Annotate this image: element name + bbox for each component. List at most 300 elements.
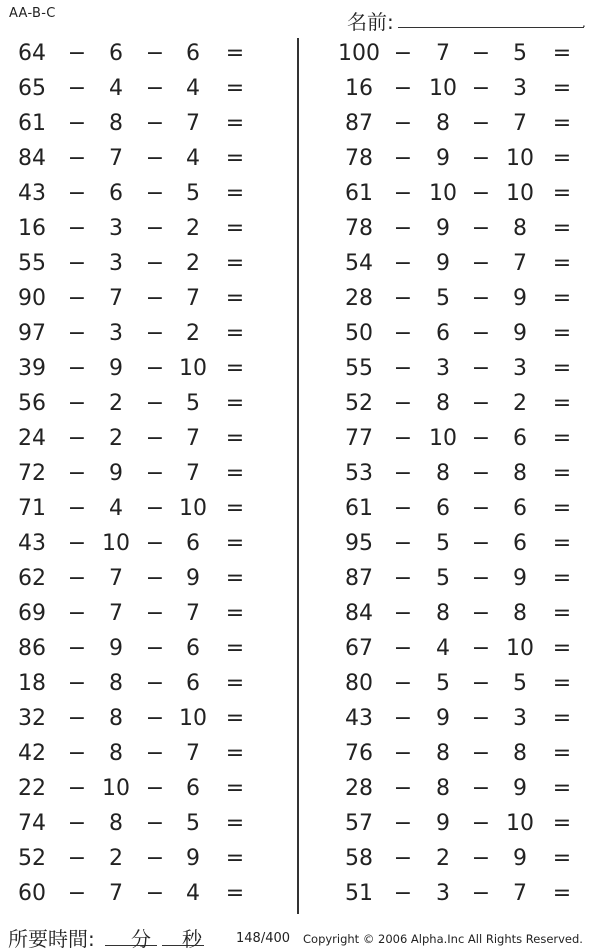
minus-sign: − xyxy=(393,321,413,346)
operand-c: 9 xyxy=(513,286,527,311)
minus-sign: − xyxy=(393,531,413,556)
equals-sign: = xyxy=(552,741,572,766)
operand-b: 8 xyxy=(109,811,123,836)
operand-b: 6 xyxy=(436,321,450,346)
minus-sign: − xyxy=(393,426,413,451)
operand-a: 65 xyxy=(18,76,46,101)
minus-sign: − xyxy=(471,706,491,731)
problem-row xyxy=(300,247,600,282)
operand-c: 5 xyxy=(513,41,527,66)
operand-b: 5 xyxy=(436,566,450,591)
operand-c: 6 xyxy=(186,41,200,66)
answer-space[interactable] xyxy=(255,181,295,209)
minus-sign: − xyxy=(471,811,491,836)
problem-row xyxy=(0,107,300,142)
problem-row xyxy=(300,877,600,912)
operand-a: 78 xyxy=(345,146,373,171)
minus-sign: − xyxy=(145,391,165,416)
minus-sign: − xyxy=(471,846,491,871)
operand-c: 7 xyxy=(186,601,200,626)
minus-sign: − xyxy=(67,811,87,836)
copyright-notice: Copyright © 2006 Alpha.Inc All Rights Reserved. xyxy=(303,932,583,946)
problem-row xyxy=(0,807,300,842)
equals-sign: = xyxy=(225,566,245,591)
answer-space[interactable] xyxy=(578,181,598,209)
operand-b: 8 xyxy=(436,776,450,801)
minus-sign: − xyxy=(393,496,413,521)
answer-space[interactable] xyxy=(255,776,295,804)
operand-b: 8 xyxy=(436,601,450,626)
operand-a: 51 xyxy=(345,881,373,906)
answer-space[interactable] xyxy=(578,41,598,69)
minus-sign: − xyxy=(471,41,491,66)
operand-b: 3 xyxy=(109,216,123,241)
operand-a: 60 xyxy=(18,881,46,906)
problem-row xyxy=(300,422,600,457)
operand-c: 5 xyxy=(186,391,200,416)
left-problem-column xyxy=(0,37,300,912)
operand-b: 7 xyxy=(109,881,123,906)
problem-row xyxy=(300,842,600,877)
equals-sign: = xyxy=(552,531,572,556)
operand-b: 9 xyxy=(436,146,450,171)
problem-row xyxy=(0,247,300,282)
operand-b: 8 xyxy=(109,671,123,696)
operand-b: 10 xyxy=(102,776,130,801)
operand-c: 9 xyxy=(513,321,527,346)
minus-sign: − xyxy=(393,111,413,136)
equals-sign: = xyxy=(225,601,245,626)
operand-c: 10 xyxy=(179,356,207,381)
time-label: 所要時間: xyxy=(8,927,95,951)
equals-sign: = xyxy=(552,496,572,521)
problem-row xyxy=(300,527,600,562)
operand-b: 7 xyxy=(109,601,123,626)
equals-sign: = xyxy=(225,321,245,346)
minus-sign: − xyxy=(471,391,491,416)
minus-sign: − xyxy=(393,356,413,381)
operand-a: 58 xyxy=(345,846,373,871)
operand-c: 4 xyxy=(186,146,200,171)
answer-space[interactable] xyxy=(255,356,295,384)
answer-space[interactable] xyxy=(255,146,295,174)
answer-space[interactable] xyxy=(255,286,295,314)
operand-c: 2 xyxy=(186,321,200,346)
minus-sign: − xyxy=(67,426,87,451)
minus-sign: − xyxy=(393,881,413,906)
minus-sign: − xyxy=(393,461,413,486)
operand-a: 50 xyxy=(345,321,373,346)
operand-c: 6 xyxy=(186,671,200,696)
answer-space[interactable] xyxy=(578,601,598,629)
operand-c: 7 xyxy=(186,741,200,766)
operand-a: 32 xyxy=(18,706,46,731)
minus-sign: − xyxy=(471,146,491,171)
answer-space[interactable] xyxy=(578,566,598,594)
minus-sign: − xyxy=(393,146,413,171)
minus-sign: − xyxy=(145,741,165,766)
minus-sign: − xyxy=(145,461,165,486)
name-label: 名前: xyxy=(347,10,394,34)
operand-b: 4 xyxy=(109,496,123,521)
minus-sign: − xyxy=(145,566,165,591)
answer-space[interactable] xyxy=(578,496,598,524)
answer-space[interactable] xyxy=(255,566,295,594)
operand-b: 8 xyxy=(109,741,123,766)
answer-space[interactable] xyxy=(255,846,295,874)
problem-row xyxy=(0,37,300,72)
problem-row xyxy=(300,107,600,142)
operand-a: 100 xyxy=(338,41,380,66)
problem-row xyxy=(0,597,300,632)
operand-a: 28 xyxy=(345,286,373,311)
answer-space[interactable] xyxy=(255,76,295,104)
operand-c: 4 xyxy=(186,881,200,906)
operand-a: 77 xyxy=(345,426,373,451)
minus-sign: − xyxy=(471,496,491,521)
minus-sign: − xyxy=(67,461,87,486)
operand-a: 61 xyxy=(345,496,373,521)
answer-space[interactable] xyxy=(578,776,598,804)
answer-space[interactable] xyxy=(255,881,295,909)
minus-sign: − xyxy=(67,286,87,311)
minus-sign: − xyxy=(393,286,413,311)
equals-sign: = xyxy=(552,286,572,311)
minus-sign: − xyxy=(471,321,491,346)
answer-space[interactable] xyxy=(578,76,598,104)
operand-b: 7 xyxy=(436,41,450,66)
name-end-dot: . xyxy=(582,16,586,30)
operand-b: 5 xyxy=(436,531,450,556)
equals-sign: = xyxy=(225,356,245,381)
name-field-line[interactable] xyxy=(398,27,584,28)
minus-sign: − xyxy=(67,601,87,626)
minus-sign: − xyxy=(393,601,413,626)
operand-a: 61 xyxy=(345,181,373,206)
answer-space[interactable] xyxy=(578,811,598,839)
minus-sign: − xyxy=(145,111,165,136)
operand-c: 7 xyxy=(186,461,200,486)
problem-row xyxy=(0,842,300,877)
answer-space[interactable] xyxy=(255,601,295,629)
minus-sign: − xyxy=(145,76,165,101)
answer-space[interactable] xyxy=(255,496,295,524)
operand-b: 9 xyxy=(109,636,123,661)
operand-c: 9 xyxy=(513,846,527,871)
operand-b: 9 xyxy=(436,811,450,836)
minus-sign: − xyxy=(67,776,87,801)
answer-space[interactable] xyxy=(255,251,295,279)
answer-space[interactable] xyxy=(578,111,598,139)
minus-sign: − xyxy=(67,146,87,171)
minus-sign: − xyxy=(67,846,87,871)
operand-c: 9 xyxy=(513,776,527,801)
problem-row xyxy=(300,212,600,247)
operand-b: 8 xyxy=(109,111,123,136)
operand-b: 10 xyxy=(102,531,130,556)
minus-sign: − xyxy=(393,41,413,66)
minus-sign: − xyxy=(145,146,165,171)
operand-a: 22 xyxy=(18,776,46,801)
answer-space[interactable] xyxy=(578,391,598,419)
answer-space[interactable] xyxy=(255,706,295,734)
problem-row xyxy=(0,352,300,387)
operand-b: 3 xyxy=(109,251,123,276)
problem-row xyxy=(0,737,300,772)
answer-space[interactable] xyxy=(578,461,598,489)
equals-sign: = xyxy=(552,251,572,276)
operand-a: 56 xyxy=(18,391,46,416)
operand-c: 6 xyxy=(186,531,200,556)
operand-a: 16 xyxy=(345,76,373,101)
operand-a: 53 xyxy=(345,461,373,486)
equals-sign: = xyxy=(225,286,245,311)
operand-a: 61 xyxy=(18,111,46,136)
answer-space[interactable] xyxy=(578,671,598,699)
operand-c: 6 xyxy=(513,531,527,556)
equals-sign: = xyxy=(552,111,572,136)
minus-sign: − xyxy=(145,216,165,241)
equals-sign: = xyxy=(552,181,572,206)
operand-b: 4 xyxy=(436,636,450,661)
equals-sign: = xyxy=(225,881,245,906)
operand-b: 8 xyxy=(436,111,450,136)
operand-b: 6 xyxy=(109,41,123,66)
answer-space[interactable] xyxy=(578,706,598,734)
operand-b: 3 xyxy=(436,881,450,906)
answer-space[interactable] xyxy=(578,216,598,244)
minus-sign: − xyxy=(67,251,87,276)
equals-sign: = xyxy=(552,41,572,66)
answer-space[interactable] xyxy=(578,881,598,909)
equals-sign: = xyxy=(225,76,245,101)
problem-row xyxy=(0,282,300,317)
operand-a: 95 xyxy=(345,531,373,556)
operand-a: 86 xyxy=(18,636,46,661)
equals-sign: = xyxy=(552,706,572,731)
operand-a: 43 xyxy=(18,181,46,206)
equals-sign: = xyxy=(225,496,245,521)
minus-sign: − xyxy=(393,671,413,696)
answer-space[interactable] xyxy=(255,741,295,769)
problem-row xyxy=(0,667,300,702)
operand-b: 10 xyxy=(429,181,457,206)
answer-space[interactable] xyxy=(255,426,295,454)
problem-row xyxy=(300,562,600,597)
minus-sign: − xyxy=(471,426,491,451)
equals-sign: = xyxy=(225,706,245,731)
operand-a: 39 xyxy=(18,356,46,381)
minus-sign: − xyxy=(145,846,165,871)
equals-sign: = xyxy=(552,216,572,241)
operand-a: 42 xyxy=(18,741,46,766)
operand-b: 7 xyxy=(109,286,123,311)
equals-sign: = xyxy=(552,601,572,626)
answer-space[interactable] xyxy=(255,216,295,244)
minus-sign: − xyxy=(67,321,87,346)
operand-a: 18 xyxy=(18,671,46,696)
operand-b: 7 xyxy=(109,146,123,171)
minus-sign: − xyxy=(67,741,87,766)
answer-space[interactable] xyxy=(255,811,295,839)
minus-sign: − xyxy=(471,181,491,206)
answer-space[interactable] xyxy=(578,846,598,874)
answer-space[interactable] xyxy=(578,356,598,384)
problem-row xyxy=(0,562,300,597)
equals-sign: = xyxy=(552,426,572,451)
equals-sign: = xyxy=(552,636,572,661)
equals-sign: = xyxy=(225,811,245,836)
operand-c: 7 xyxy=(513,251,527,276)
operand-c: 10 xyxy=(179,496,207,521)
answer-space[interactable] xyxy=(578,286,598,314)
problem-row xyxy=(300,72,600,107)
answer-space[interactable] xyxy=(578,146,598,174)
operand-b: 9 xyxy=(436,216,450,241)
operand-c: 2 xyxy=(186,216,200,241)
problem-row xyxy=(300,37,600,72)
equals-sign: = xyxy=(225,671,245,696)
problem-row xyxy=(300,177,600,212)
equals-sign: = xyxy=(552,321,572,346)
answer-space[interactable] xyxy=(578,251,598,279)
operand-c: 9 xyxy=(186,566,200,591)
operand-c: 5 xyxy=(513,671,527,696)
equals-sign: = xyxy=(225,216,245,241)
operand-c: 10 xyxy=(506,181,534,206)
operand-a: 87 xyxy=(345,566,373,591)
operand-a: 87 xyxy=(345,111,373,136)
operand-a: 84 xyxy=(18,146,46,171)
equals-sign: = xyxy=(552,566,572,591)
answer-space[interactable] xyxy=(255,391,295,419)
operand-b: 8 xyxy=(436,741,450,766)
equals-sign: = xyxy=(552,76,572,101)
minus-sign: − xyxy=(145,251,165,276)
minus-sign: − xyxy=(393,741,413,766)
problem-row xyxy=(300,492,600,527)
problem-row xyxy=(300,702,600,737)
operand-b: 5 xyxy=(436,671,450,696)
equals-sign: = xyxy=(552,356,572,381)
operand-b: 2 xyxy=(109,426,123,451)
minus-sign: − xyxy=(67,531,87,556)
answer-space[interactable] xyxy=(255,321,295,349)
operand-a: 55 xyxy=(345,356,373,381)
operand-a: 16 xyxy=(18,216,46,241)
operand-a: 54 xyxy=(345,251,373,276)
operand-c: 10 xyxy=(506,146,534,171)
problem-row xyxy=(0,212,300,247)
minus-sign: − xyxy=(393,76,413,101)
minus-sign: − xyxy=(393,181,413,206)
operand-a: 78 xyxy=(345,216,373,241)
minus-sign: − xyxy=(393,636,413,661)
operand-c: 4 xyxy=(186,76,200,101)
minus-sign: − xyxy=(67,636,87,661)
minutes-unit: 分 xyxy=(131,927,151,951)
equals-sign: = xyxy=(225,146,245,171)
minus-sign: − xyxy=(145,426,165,451)
operand-c: 8 xyxy=(513,601,527,626)
answer-space[interactable] xyxy=(255,636,295,664)
answer-space[interactable] xyxy=(255,111,295,139)
equals-sign: = xyxy=(225,741,245,766)
answer-space[interactable] xyxy=(578,531,598,559)
problem-row xyxy=(0,492,300,527)
minus-sign: − xyxy=(67,881,87,906)
minus-sign: − xyxy=(145,41,165,66)
minus-sign: − xyxy=(471,671,491,696)
operand-a: 67 xyxy=(345,636,373,661)
operand-c: 8 xyxy=(513,216,527,241)
operand-c: 10 xyxy=(506,811,534,836)
equals-sign: = xyxy=(552,846,572,871)
operand-a: 97 xyxy=(18,321,46,346)
problem-row xyxy=(0,142,300,177)
operand-a: 71 xyxy=(18,496,46,521)
operand-b: 2 xyxy=(436,846,450,871)
problem-row xyxy=(0,72,300,107)
minus-sign: − xyxy=(145,356,165,381)
problem-row xyxy=(300,142,600,177)
minus-sign: − xyxy=(67,181,87,206)
minus-sign: − xyxy=(67,76,87,101)
problem-row xyxy=(300,317,600,352)
minus-sign: − xyxy=(67,111,87,136)
operand-b: 7 xyxy=(109,566,123,591)
answer-space[interactable] xyxy=(255,671,295,699)
worksheet-code: AA-B-C xyxy=(9,6,56,21)
operand-a: 57 xyxy=(345,811,373,836)
problem-row xyxy=(300,632,600,667)
problem-row xyxy=(300,737,600,772)
minus-sign: − xyxy=(67,496,87,521)
operand-c: 7 xyxy=(186,111,200,136)
operand-a: 80 xyxy=(345,671,373,696)
answer-space[interactable] xyxy=(578,636,598,664)
equals-sign: = xyxy=(225,426,245,451)
answer-space[interactable] xyxy=(578,741,598,769)
minus-sign: − xyxy=(145,496,165,521)
minus-sign: − xyxy=(471,531,491,556)
operand-b: 5 xyxy=(436,286,450,311)
operand-c: 2 xyxy=(513,391,527,416)
answer-space[interactable] xyxy=(255,531,295,559)
minus-sign: − xyxy=(393,846,413,871)
equals-sign: = xyxy=(225,391,245,416)
minus-sign: − xyxy=(471,461,491,486)
answer-space[interactable] xyxy=(578,426,598,454)
equals-sign: = xyxy=(225,636,245,661)
equals-sign: = xyxy=(225,461,245,486)
minus-sign: − xyxy=(145,706,165,731)
minus-sign: − xyxy=(393,566,413,591)
minus-sign: − xyxy=(393,251,413,276)
answer-space[interactable] xyxy=(578,321,598,349)
operand-b: 6 xyxy=(109,181,123,206)
minus-sign: − xyxy=(471,601,491,626)
equals-sign: = xyxy=(552,776,572,801)
operand-c: 3 xyxy=(513,356,527,381)
minus-sign: − xyxy=(67,356,87,381)
problem-row xyxy=(0,877,300,912)
answer-space[interactable] xyxy=(255,41,295,69)
operand-b: 2 xyxy=(109,846,123,871)
answer-space[interactable] xyxy=(255,461,295,489)
minus-sign: − xyxy=(67,216,87,241)
minus-sign: − xyxy=(145,321,165,346)
